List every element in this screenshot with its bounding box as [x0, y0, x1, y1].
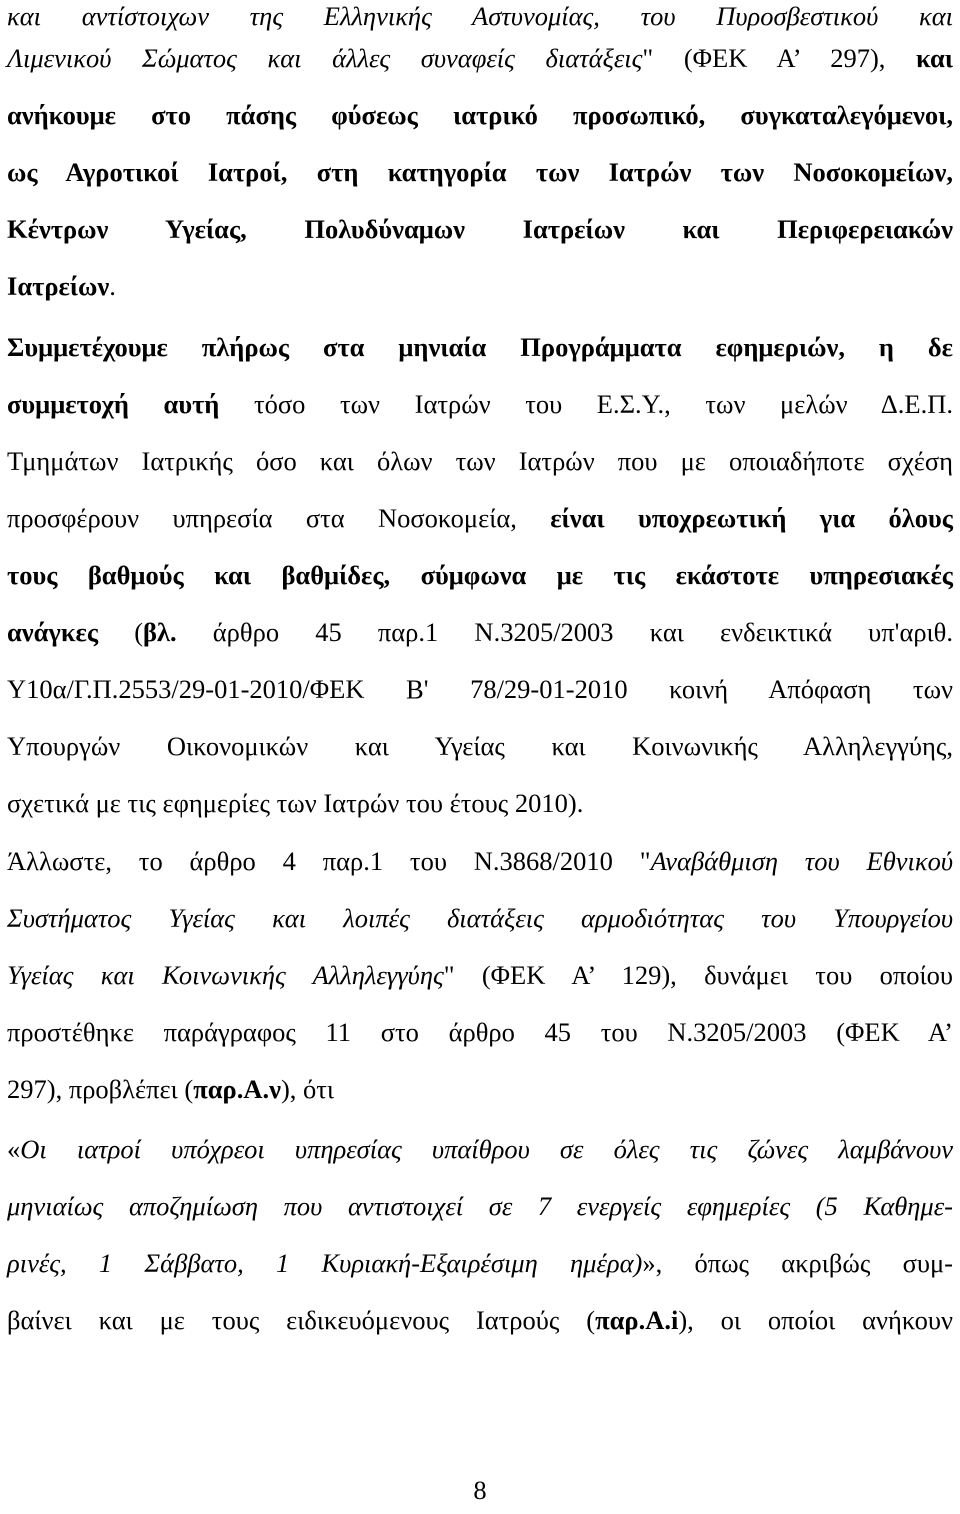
text-run: προστέθηκε παράγραφος 11 στο άρθρο 45 του Ν.3205/2003 (ΦΕΚ Α’: [7, 1017, 953, 1047]
text-line: [7, 616, 953, 648]
text-run: τους βαθμούς και βαθμίδες, σύμφωνα με τις εκάστοτε υπηρεσιακές: [7, 560, 953, 590]
text-run: βαίνει και με τους ειδικευόμενους Ιατρούς (: [7, 1305, 596, 1335]
text-line: [7, 845, 953, 877]
text-line: [7, 1190, 953, 1222]
text-run: », όπως ακριβώς συμ-: [642, 1248, 954, 1278]
text-run: Κέντρων Υγείας, Πολυδύναμων Ιατρείων και Περιφερειακών: [7, 214, 953, 244]
text-run: «: [7, 1134, 21, 1164]
text-run: συμμετοχή αυτή: [7, 389, 220, 419]
text-run: Υ10α/Γ.Π.2553/29-01-2010/ΦΕΚ Β' 78/29-01-2010 κοινή Απόφαση των: [7, 674, 953, 704]
page-number: 8: [473, 1475, 487, 1505]
text-run: (: [98, 617, 144, 647]
text-line: [7, 502, 953, 534]
text-run: προσφέρουν υπηρεσία στα Νοσοκομεία,: [7, 503, 551, 533]
text-run: ρινές, 1 Σάββατο, 1 Κυριακή-Εξαιρέσιμη ημέρα): [7, 1248, 643, 1278]
text-line: [7, 213, 953, 245]
text-line: [7, 331, 953, 363]
text-run: σχετικά με τις εφημερίες των Ιατρών του έτους 2010).: [7, 788, 584, 818]
text-line: [7, 730, 953, 762]
text-line: [7, 270, 953, 302]
text-line: [7, 1133, 953, 1165]
text-run: και: [916, 43, 953, 73]
text-run: παρ.Α.i: [595, 1305, 679, 1335]
text-line: [7, 99, 953, 131]
text-run: βλ.: [143, 617, 177, 647]
text-run: ως Αγροτικοί Ιατροί, στη κατηγορία των Ιατρών των Νοσοκομείων,: [7, 157, 953, 187]
text-run: Οι ιατροί υπόχρεοι υπηρεσίας υπαίθρου σε όλες τις ζώνες λαμβάνουν: [20, 1134, 953, 1164]
text-run: είναι υποχρεωτική για όλους: [550, 503, 953, 533]
text-line: [7, 959, 953, 991]
text-run: τόσο των Ιατρών του Ε.Σ.Υ., των μελών Δ.Ε.Π.: [219, 389, 953, 419]
text-run: Υγείας και Κοινωνικής Αλληλεγγύης: [7, 960, 444, 990]
text-run: και αντίστοιχων της Ελληνικής Αστυνομίας, του Πυροσβεστικού και: [7, 1, 953, 31]
text-line: [7, 388, 953, 420]
text-line: [7, 156, 953, 188]
text-run: " (ΦΕΚ Α’ 129), δυνάμει του οποίου: [443, 960, 954, 990]
text-run: άρθρο 45 παρ.1 Ν.3205/2003 και ενδεικτικά υπ'αριθ.: [176, 617, 953, 647]
text-line: [7, 559, 953, 591]
text-run: .: [109, 271, 116, 301]
text-line: [7, 673, 953, 705]
text-line: [7, 0, 953, 32]
text-run: ), οι οποίοι ανήκουν: [678, 1305, 953, 1335]
text-run: " (ΦΕΚ Α’ 297),: [642, 43, 917, 73]
text-run: Ιατρείων: [7, 271, 110, 301]
text-run: παρ.Α.ν: [193, 1074, 281, 1104]
text-line: [7, 42, 953, 74]
text-run: ανήκουμε στο πάσης φύσεως ιατρικό προσωπικό, συγκαταλεγόμενοι,: [7, 100, 953, 130]
text-run: ), ότι: [280, 1074, 335, 1104]
text-run: ανάγκες: [7, 617, 99, 647]
text-run: Υπουργών Οικονομικών και Υγείας και Κοινωνικής Αλληλεγγύης,: [7, 731, 953, 761]
text-run: Τμημάτων Ιατρικής όσο και όλων των Ιατρών που με οποιαδήποτε σχέση: [7, 446, 953, 476]
text-run: Συμμετέχουμε πλήρως στα μηνιαία Προγράμματα εφημεριών, η δε: [7, 332, 953, 362]
text-run: 297), προβλέπει (: [7, 1074, 194, 1104]
text-run: Συστήματος Υγείας και λοιπές διατάξεις αρμοδιότητας του Υπουργείου: [7, 903, 953, 933]
text-line: [7, 787, 953, 819]
text-run: Αναβάθμιση του Εθνικού: [650, 846, 953, 876]
text-line: [7, 1247, 953, 1279]
text-line: [7, 902, 953, 934]
text-run: Άλλωστε, το άρθρο 4 παρ.1 του Ν.3868/2010 ": [7, 846, 651, 876]
text-run: μηνιαίως αποζημίωση που αντιστοιχεί σε 7 ενεργείς εφημερίες (5 Καθημε-: [7, 1191, 953, 1221]
text-line: [7, 1073, 953, 1105]
text-line: [7, 1304, 953, 1336]
text-line: [7, 445, 953, 477]
text-run: Λιμενικού Σώματος και άλλες συναφείς διατάξεις: [7, 43, 643, 73]
text-line: [7, 1016, 953, 1048]
